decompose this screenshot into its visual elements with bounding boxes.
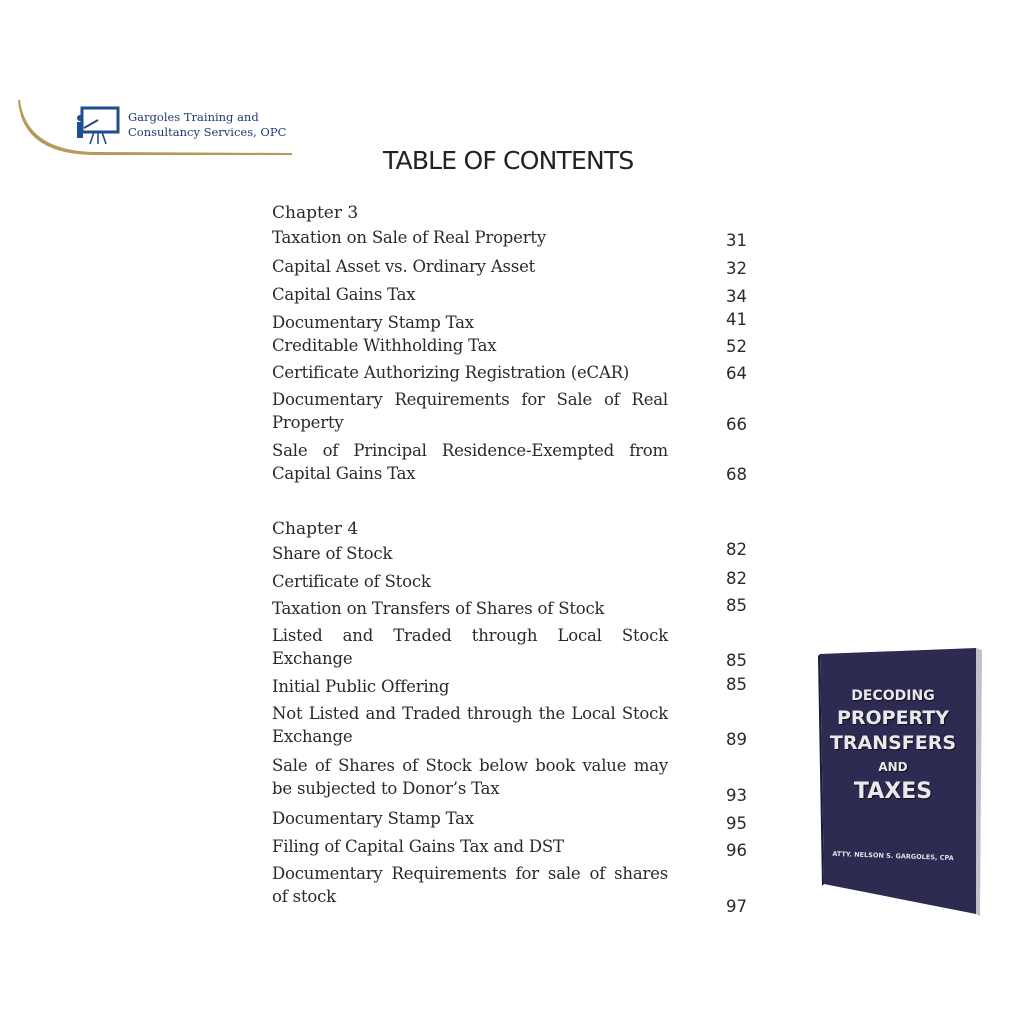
toc-entry-title: Documentary Requirements for sale of shares of stock: [272, 864, 668, 906]
toc-entry: [272, 570, 752, 597]
toc-entry: [272, 835, 752, 862]
toc-entry-page: 31: [726, 231, 747, 250]
toc-entry-page: 97: [726, 897, 747, 916]
toc-entry: [272, 862, 752, 916]
toc-entry-title: Documentary Requirements for Sale of Real Property: [272, 390, 668, 432]
toc-entry-page: 82: [726, 540, 747, 559]
book-title-line2: PROPERTY: [836, 707, 950, 729]
toc-entry: [272, 388, 752, 439]
toc-entry-title: Capital Gains Tax: [272, 285, 416, 304]
toc-entry-title: Share of Stock: [272, 544, 393, 563]
toc-entry-title: Sale of Shares of Stock below book value may be subjected to Donor’s Tax: [272, 756, 668, 798]
toc-entry-page: 95: [726, 814, 747, 833]
toc-entry-page: 85: [726, 675, 747, 694]
toc-entry: [272, 542, 752, 570]
toc-entry-page: 66: [726, 415, 747, 434]
company-name: [128, 110, 286, 140]
page-title: TABLE OF CONTENTS: [383, 146, 634, 175]
toc-entry-title: Certificate Authorizing Registration (eCAR): [272, 363, 630, 382]
chapter-3-section: [272, 200, 752, 489]
chapter-4-section: [272, 516, 752, 916]
toc-entry-title: Filing of Capital Gains Tax and DST: [272, 837, 564, 856]
toc-entry-title: Taxation on Transfers of Shares of Stock: [272, 599, 605, 618]
toc-entry-page: 89: [726, 730, 747, 749]
company-name-line1: Gargoles Training and: [128, 110, 259, 124]
toc-entry-title: Documentary Stamp Tax: [272, 313, 474, 332]
chapter-3-heading: Chapter 3: [272, 203, 359, 223]
chapter-4-heading: Chapter 4: [272, 519, 359, 539]
toc-entry-title: Listed and Traded through Local Stock Exchange: [272, 626, 668, 668]
toc-entry: [272, 702, 752, 754]
toc-entry-title: Documentary Stamp Tax: [272, 809, 474, 828]
toc-entry-title: Sale of Principal Residence-Exempted from Capital Gains Tax: [272, 441, 668, 483]
book-title-line3: TRANSFERS: [829, 732, 957, 754]
toc-entry-title: Not Listed and Traded through the Local Stock Exchange: [272, 704, 668, 746]
toc-entry: [272, 624, 752, 675]
toc-entry-page: 64: [726, 364, 747, 383]
book-title-line1: DECODING: [851, 688, 935, 704]
toc-entry: [272, 361, 752, 388]
toc-entry: [272, 754, 752, 807]
book-author: ATTY. NELSON S. GARGOLES, CPA: [832, 849, 954, 863]
toc-entry: [272, 226, 752, 255]
toc-entry: [272, 334, 752, 361]
toc-entry: [272, 807, 752, 835]
book-title: [820, 686, 966, 806]
toc-entry-title: Capital Asset vs. Ordinary Asset: [272, 257, 536, 276]
toc-entry-page: 52: [726, 337, 747, 356]
toc-entry: [272, 255, 752, 283]
toc-entry-title: Taxation on Sale of Real Property: [272, 228, 546, 247]
toc-entry: [272, 675, 752, 702]
toc-entry-page: 41: [726, 310, 747, 329]
table-of-contents: [272, 200, 752, 916]
toc-entry-page: 93: [726, 786, 747, 805]
book-title-line5: TAXES: [853, 779, 933, 804]
toc-entry-page: 34: [726, 287, 747, 306]
toc-entry-page: 85: [726, 596, 747, 615]
toc-entry-page: 68: [726, 465, 747, 484]
company-name-line2: Consultancy Services, OPC: [128, 125, 287, 139]
toc-entry: [272, 283, 752, 311]
toc-entry-page: 82: [726, 569, 747, 588]
presentation-board-icon: [76, 106, 120, 148]
toc-entry: [272, 311, 752, 334]
toc-entry: [272, 439, 752, 489]
company-logo: [18, 98, 298, 158]
toc-entry-page: 96: [726, 841, 747, 860]
book-title-line4: AND: [878, 760, 908, 774]
toc-entry-title: Initial Public Offering: [272, 677, 450, 696]
toc-entry-page: 32: [726, 259, 747, 278]
toc-entry-title: Certificate of Stock: [272, 572, 431, 591]
toc-entry-page: 85: [726, 651, 747, 670]
toc-entry-title: Creditable Withholding Tax: [272, 336, 497, 355]
toc-entry: [272, 597, 752, 624]
